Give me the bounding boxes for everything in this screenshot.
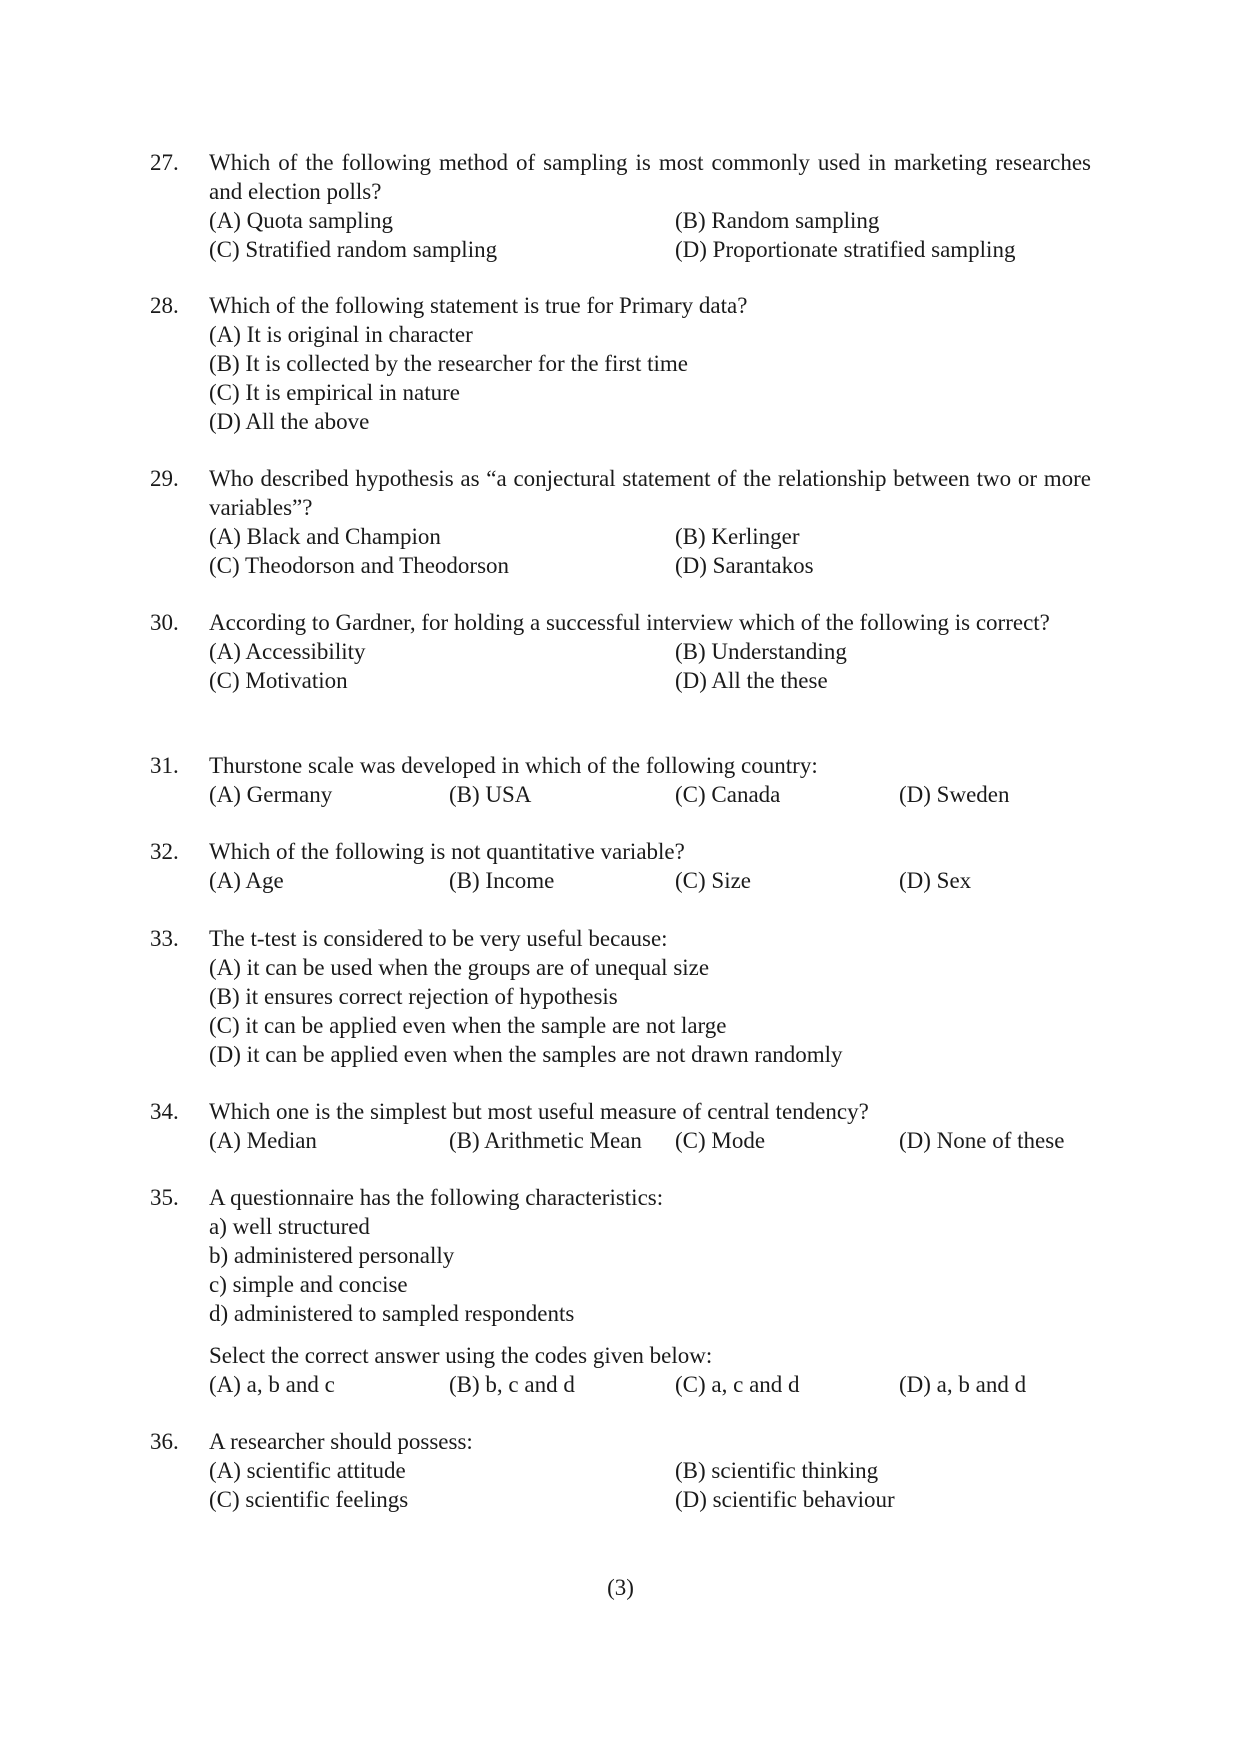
option-d: (D) it can be applied even when the samples are not drawn randomly (209, 1042, 843, 1067)
question-stem: A questionnaire has the following characteristics: (209, 1185, 664, 1210)
option-a: (A) Germany (209, 782, 333, 807)
option-a: (A) It is original in character (209, 322, 473, 347)
option-b: (B) USA (449, 782, 532, 807)
question-stem: A researcher should possess: (209, 1429, 473, 1454)
option-c: (C) Motivation (209, 668, 348, 693)
option-b: (B) Understanding (675, 639, 847, 664)
options-row (209, 551, 1091, 580)
question-number: 27. (150, 150, 179, 175)
option-a: (A) scientific attitude (209, 1458, 406, 1483)
question-stem: Which one is the simplest but most useful measure of central tendency? (209, 1099, 869, 1124)
option-c: (C) a, c and d (675, 1372, 800, 1397)
page-number: (3) (607, 1575, 634, 1600)
option-d: (D) Sarantakos (675, 553, 814, 578)
option-d: (D) None of these (899, 1128, 1065, 1153)
question-number: 36. (150, 1429, 179, 1454)
options-row (209, 206, 1091, 235)
options-row (209, 1126, 1091, 1155)
option-a: (A) Age (209, 868, 284, 893)
option-c: (C) Mode (675, 1128, 766, 1153)
option-b: (B) Arithmetic Mean (449, 1128, 642, 1153)
question-number: 35. (150, 1185, 179, 1210)
options-row (209, 235, 1091, 264)
option-d: (D) Sex (899, 868, 972, 893)
question-number: 29. (150, 466, 179, 491)
options-row (209, 666, 1091, 695)
option-b: (B) Income (449, 868, 555, 893)
option-a: (A) Accessibility (209, 639, 366, 664)
question-number: 34. (150, 1099, 179, 1124)
question-number: 30. (150, 610, 179, 635)
statement-b: b) administered personally (209, 1243, 455, 1268)
question-stem: Thurstone scale was developed in which of the following country: (209, 753, 818, 778)
question-number: 28. (150, 293, 179, 318)
options-row (209, 1456, 1091, 1485)
options-row (209, 1370, 1091, 1399)
option-d: (D) All the above (209, 409, 370, 434)
question-stem: Who described hypothesis as “a conjectural statement of the relationship between two or more variables”? (209, 466, 1091, 520)
option-c: (C) scientific feelings (209, 1487, 409, 1512)
option-d: (D) scientific behaviour (675, 1487, 895, 1512)
option-b: (B) it ensures correct rejection of hypothesis (209, 984, 618, 1009)
statement-c: c) simple and concise (209, 1272, 408, 1297)
option-c: (C) it can be applied even when the sample are not large (209, 1013, 727, 1038)
options-row (209, 780, 1091, 809)
option-a: (A) Median (209, 1128, 317, 1153)
option-b: (B) Random sampling (675, 208, 880, 233)
option-b: (B) It is collected by the researcher for the first time (209, 351, 688, 376)
option-b: (B) scientific thinking (675, 1458, 879, 1483)
option-d: (D) Proportionate stratified sampling (675, 237, 1016, 262)
option-c: (C) Size (675, 868, 752, 893)
statement-a: a) well structured (209, 1214, 370, 1239)
question-stem: Which of the following is not quantitative variable? (209, 839, 685, 864)
option-d: (D) Sweden (899, 782, 1010, 807)
option-c: (C) Canada (675, 782, 781, 807)
question-stem: The t-test is considered to be very useful because: (209, 926, 668, 951)
option-b: (B) Kerlinger (675, 524, 800, 549)
option-a: (A) Black and Champion (209, 524, 441, 549)
option-a: (A) Quota sampling (209, 208, 393, 233)
option-a: (A) a, b and c (209, 1372, 335, 1397)
option-c: (C) It is empirical in nature (209, 380, 461, 405)
option-d: (D) a, b and d (899, 1372, 1027, 1397)
options-row (209, 637, 1091, 666)
question-number: 32. (150, 839, 179, 864)
question-stem: According to Gardner, for holding a successful interview which of the following is correct? (209, 610, 1050, 635)
options-row (209, 1485, 1091, 1514)
answer-instruction: Select the correct answer using the codes given below: (209, 1343, 713, 1368)
option-c: (C) Stratified random sampling (209, 237, 498, 262)
option-d: (D) All the these (675, 668, 828, 693)
options-row (209, 866, 1091, 895)
question-number: 33. (150, 926, 179, 951)
question-number: 31. (150, 753, 179, 778)
question-stem: Which of the following method of sampling is most commonly used in marketing researches and election polls? (209, 150, 1091, 204)
question-stem: Which of the following statement is true for Primary data? (209, 293, 748, 318)
option-c: (C) Theodorson and Theodorson (209, 553, 510, 578)
option-b: (B) b, c and d (449, 1372, 575, 1397)
option-a: (A) it can be used when the groups are of unequal size (209, 955, 710, 980)
options-row (209, 522, 1091, 551)
statement-d: d) administered to sampled respondents (209, 1301, 575, 1326)
